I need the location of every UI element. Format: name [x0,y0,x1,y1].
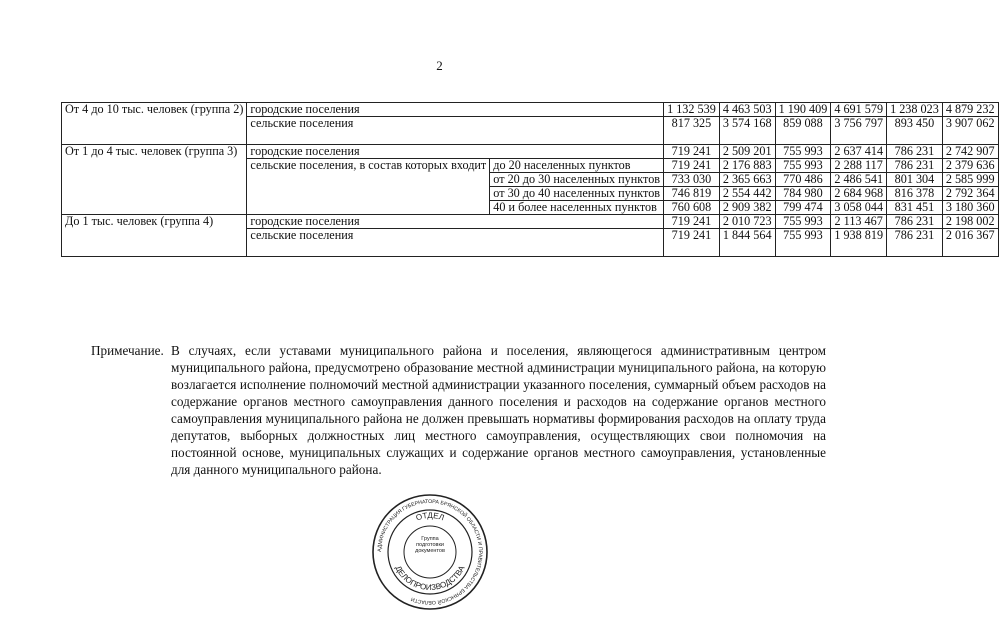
value-cell: 1 132 539 [664,103,720,117]
value-cell: 2 016 367 [942,229,998,257]
value-cell: 3 180 360 [942,201,998,215]
value-cell: 755 993 [775,215,831,229]
value-cell: 760 608 [664,201,720,215]
norms-table [61,102,999,257]
value-cell: 2 379 636 [942,159,998,173]
value-cell: 719 241 [664,229,720,257]
value-cell: 2 509 201 [719,145,775,159]
group-cell: До 1 тыс. человек (группа 4) [62,215,247,257]
table-row [62,103,999,117]
value-cell: 3 756 797 [831,117,887,145]
stamp-department-bottom: ДЕЛОПРОИЗВОДСТВА [393,564,467,593]
value-cell: 831 451 [887,201,943,215]
stamp-outer-text: АДМИНИСТРАЦИЯ ГУБЕРНАТОРА БРЯНСКОЙ ОБЛАСТИ И ПРАВИТЕЛЬСТВА БРЯНСКОЙ ОБЛАСТИ [376,498,484,606]
note-label: Примечание. [91,343,164,358]
stamp-center-text: Группа подготовки документов [415,536,445,554]
value-cell: 859 088 [775,117,831,145]
value-cell: 2 909 382 [719,201,775,215]
value-cell: 3 574 168 [719,117,775,145]
value-cell: 816 378 [887,187,943,201]
value-cell: 719 241 [664,215,720,229]
value-cell: 4 463 503 [719,103,775,117]
value-cell: 2 365 663 [719,173,775,187]
page-number: 2 [436,58,443,73]
value-cell: 1 938 819 [831,229,887,257]
value-cell: 786 231 [887,215,943,229]
note-block [91,342,826,478]
value-cell: 755 993 [775,159,831,173]
value-cell: 746 819 [664,187,720,201]
value-cell: 801 304 [887,173,943,187]
value-cell: 893 450 [887,117,943,145]
value-cell: 2 176 883 [719,159,775,173]
value-cell: 755 993 [775,229,831,257]
settlement-count-cell: от 30 до 40 населенных пунктов [490,187,664,201]
value-cell: 2 554 442 [719,187,775,201]
value-cell: 2 486 541 [831,173,887,187]
value-cell: 817 325 [664,117,720,145]
value-cell: 2 198 002 [942,215,998,229]
value-cell: 799 474 [775,201,831,215]
settlement-type-cell: городские поселения [247,103,664,117]
value-cell: 3 058 044 [831,201,887,215]
value-cell: 2 742 907 [942,145,998,159]
value-cell: 2 113 467 [831,215,887,229]
settlement-type-cell: сельские поселения [247,229,664,257]
settlement-count-cell: от 20 до 30 населенных пунктов [490,173,664,187]
value-cell: 2 792 364 [942,187,998,201]
value-cell: 1 238 023 [887,103,943,117]
group-cell: От 4 до 10 тыс. человек (группа 2) [62,103,247,145]
value-cell: 770 486 [775,173,831,187]
value-cell: 4 691 579 [831,103,887,117]
settlement-type-cell: городские поселения [247,215,664,229]
value-cell: 733 030 [664,173,720,187]
value-cell: 3 907 062 [942,117,998,145]
value-cell: 2 585 999 [942,173,998,187]
value-cell: 786 231 [887,229,943,257]
table-row [62,145,999,159]
value-cell: 784 980 [775,187,831,201]
official-stamp [370,492,490,612]
settlement-type-cell: городские поселения [247,145,664,159]
note-text: В случаях, если уставами муниципального района и поселения, являющегося административным центром муниципального района, предусмотрено образование местной администрации муниципального района, на которую возлагается исполнение полномочий местной администрации указанного поселения, суммарный объем расходов на содержание органов местного самоуправления данного поселения и расходов на содержание органов местного самоуправления муниципального района не должен превышать нормативы формирования расходов на оплату труда депутатов, выборных должностных лиц местного самоуправления, осуществляющих свои полномочия на постоянной основе, муниципальных служащих и содержание органов местного самоуправления, установленные для данного муниципального района. [171,343,826,477]
value-cell: 2 288 117 [831,159,887,173]
value-cell: 4 879 232 [942,103,998,117]
settlement-count-cell: до 20 населенных пунктов [490,159,664,173]
value-cell: 719 241 [664,159,720,173]
group-cell: От 1 до 4 тыс. человек (группа 3) [62,145,247,215]
value-cell: 786 231 [887,159,943,173]
value-cell: 2 010 723 [719,215,775,229]
subgroup-cell: сельские поселения, в состав которых входит [247,159,490,215]
stamp-department-top: ОТДЕЛ [414,510,446,523]
settlement-count-cell: 40 и более населенных пунктов [490,201,664,215]
value-cell: 786 231 [887,145,943,159]
value-cell: 2 684 968 [831,187,887,201]
table-row [62,215,999,229]
value-cell: 2 637 414 [831,145,887,159]
value-cell: 755 993 [775,145,831,159]
value-cell: 1 844 564 [719,229,775,257]
value-cell: 719 241 [664,145,720,159]
settlement-type-cell: сельские поселения [247,117,664,145]
value-cell: 1 190 409 [775,103,831,117]
